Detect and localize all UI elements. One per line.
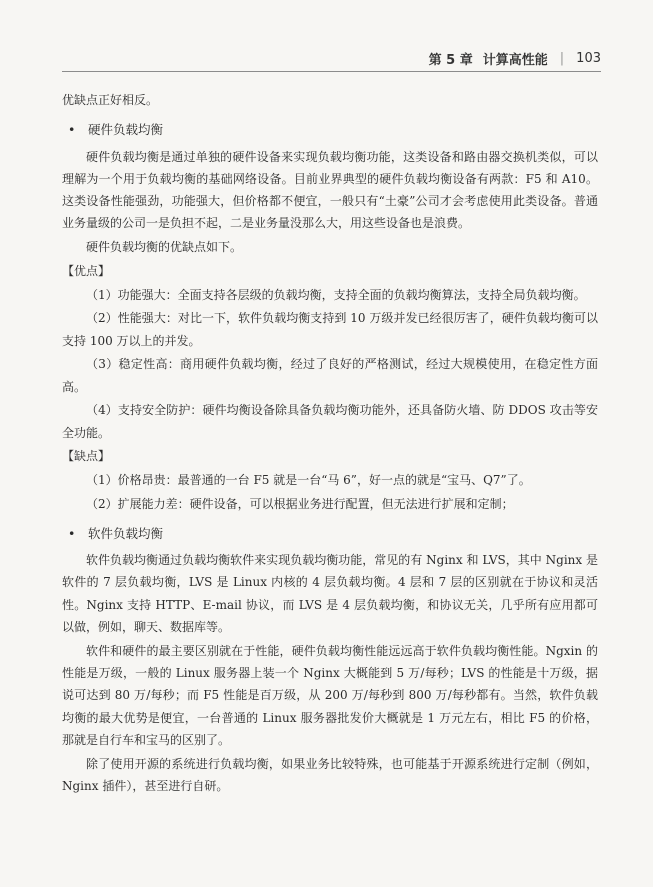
paragraph-custom: 除了使用开源的系统进行负载均衡，如果业务比较特殊，也可能基于开源系统进行定制（例如，Nginx 插件），甚至进行自研。 <box>62 756 598 793</box>
section-heading-software <box>62 523 598 545</box>
paragraph-intro: 优缺点正好相反。 <box>62 93 159 107</box>
header-separator: | <box>559 50 565 66</box>
pro-item-4: （4）支持安全防护：硬件均衡设备除具备负载均衡功能外，还具备防火墙、防 DDOS 攻击等安全功能。 <box>62 403 598 440</box>
con-item-1: （1）价格昂贵：最普通的一台 F5 就是一台“马 6”，好一点的就是“宝马、Q7”了。 <box>86 472 531 487</box>
section-heading-hardware <box>62 119 598 141</box>
bullet-icon: • <box>68 525 76 541</box>
heading-text: 软件负载均衡 <box>88 525 164 541</box>
chapter-number: 第 5 章 <box>428 52 473 68</box>
paragraph-software-desc: 软件负载均衡通过负载均衡软件来实现负载均衡功能，常见的有 Nginx 和 LVS，其中 Nginx 是软件的 7 层负载均衡，LVS 是 Linux 内核的 4 层负载均衡。4 层和 7 层的区别就在于协议和灵活性。Nginx 支持 HTTP、E-mail 协议，而 LVS 是 4 层负载均衡，和协议无关，几乎所有应用都可以做，例如，聊天、数据库等。 <box>62 553 598 635</box>
chapter-title: 计算高性能 <box>482 52 548 68</box>
pro-item-3: （3）稳定性高：商用硬件负载均衡，经过了良好的严格测试，经过大规模使用，在稳定性方面高。 <box>62 357 598 394</box>
paragraph-comparison: 软件和硬件的最主要区别就在于性能，硬件负载均衡性能远远高于软件负载均衡性能。Ngxin 的性能是万级，一般的 Linux 服务器上装一个 Nginx 大概能到 5 万/每秒；LVS 的性能是十万级，据说可达到 80 万/每秒；而 F5 性能是百万级，从 200 万/每秒到 800 万/每秒都有。当然，软件负载均衡的最大优势是便宜，一台普通的 Linux 服务器批发价大概就是 1 万元左右，相比 F5 的价格，那就是自行车和宝马的区别了。 <box>62 643 598 747</box>
pro-item-1: （1）功能强大：全面支持各层级的负载均衡，支持全面的负载均衡算法，支持全局负载均衡。 <box>86 287 586 302</box>
con-item-2: （2）扩展能力差：硬件设备，可以根据业务进行配置，但无法进行扩展和定制； <box>86 496 514 511</box>
pro-item-2: （2）性能强大：对比一下，软件负载均衡支持到 10 万级并发已经很厉害了，硬件负载均衡可以支持 100 万以上的并发。 <box>62 311 598 348</box>
paragraph-hardware-desc: 硬件负载均衡是通过单独的硬件设备来实现负载均衡功能，这类设备和路由器交换机类似，可以理解为一个用于负载均衡的基础网络设备。目前业界典型的硬件负载均衡设备有两款：F5 和 A10。这类设备性能强劲，功能强大，但价格都不便宜，一般只有“土豪”公司才会考虑使用此类设备。普通业务量级的公司一是负担不起，二是业务量没那么大，用这些设备也是浪费。 <box>62 149 598 231</box>
cons-label: 【缺点】 <box>62 449 111 464</box>
paragraph-hardware-proscons: 硬件负载均衡的优缺点如下。 <box>86 240 243 255</box>
page-number: 103 <box>576 50 601 66</box>
pros-label: 【优点】 <box>62 263 111 278</box>
running-header <box>62 45 601 72</box>
heading-text: 硬件负载均衡 <box>88 122 164 138</box>
body-text <box>62 89 598 799</box>
bullet-icon: • <box>68 122 76 138</box>
